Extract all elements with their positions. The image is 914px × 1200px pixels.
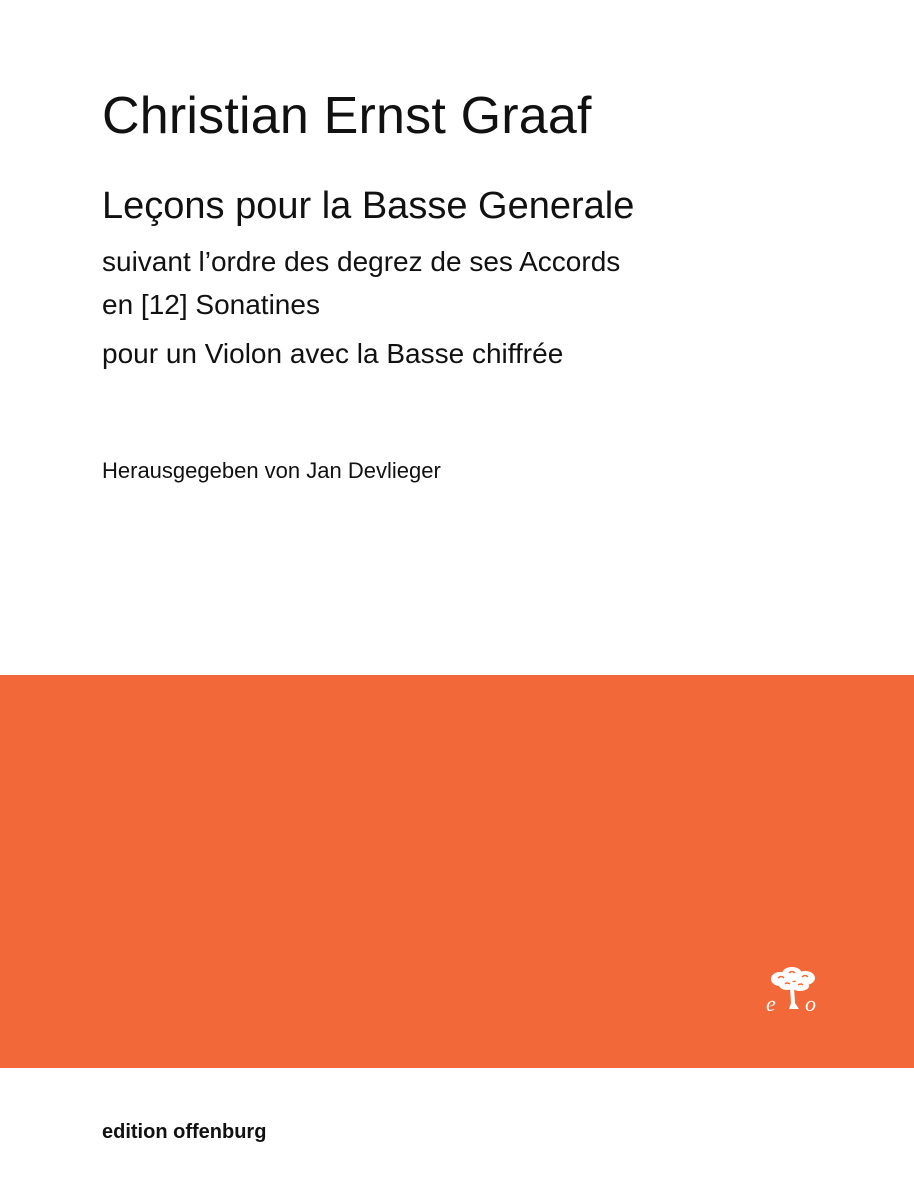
publisher-name: edition offenburg [102, 1121, 267, 1143]
subtitle-line-2: en [12] Sonatines [102, 289, 320, 320]
editor-credit: Herausgegeben von Jan Devlieger [102, 458, 441, 483]
composer-name: Christian Ernst Graaf [102, 87, 592, 145]
logo-letter-e: e [766, 991, 776, 1015]
tree-icon [760, 965, 824, 1015]
subtitle-line-3: pour un Violon avec la Basse chiffrée [102, 338, 564, 369]
work-title: Leçons pour la Basse Generale [102, 185, 635, 227]
logo-letter-o: o [805, 991, 816, 1015]
subtitle-line-1: suivant l’ordre des degrez de ses Accords [102, 246, 621, 277]
